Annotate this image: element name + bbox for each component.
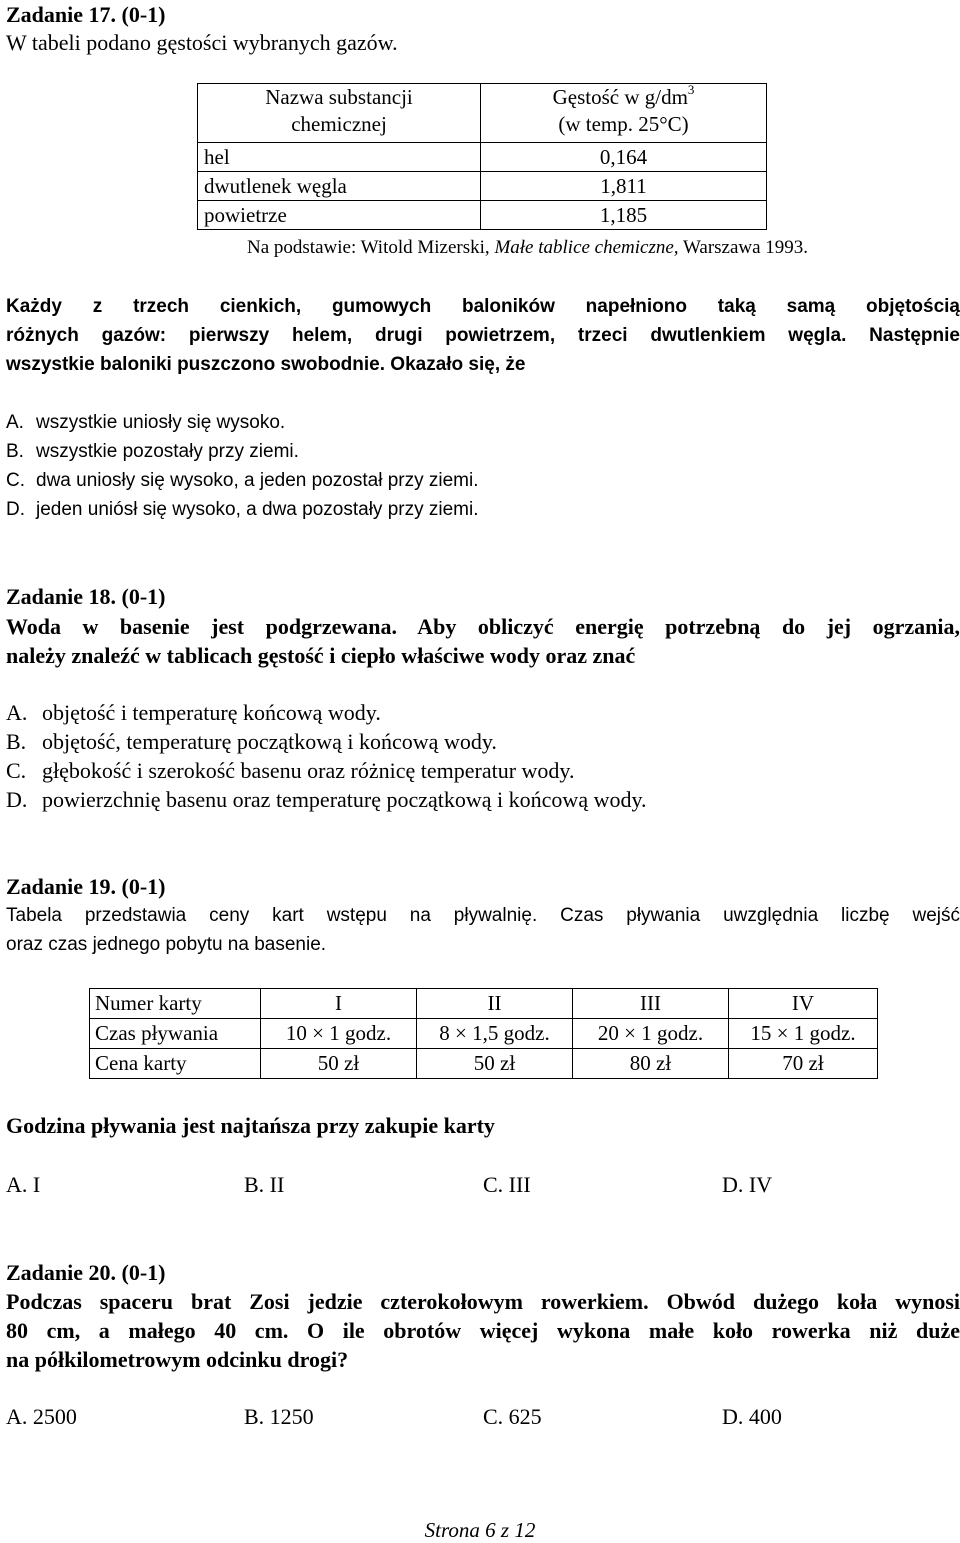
source-citation: Na podstawie: Witold Mizerski, Małe tablice chemiczne, Warszawa 1993. [247, 237, 809, 258]
card-number: II [417, 989, 573, 1019]
task17-question-line1: Każdy z trzech cienkich, gumowych baloników napełniono taką samą objętością [6, 296, 960, 317]
gas-density-table [197, 83, 767, 230]
task20-question-line3: na półkilometrowym odcinku drogi? [6, 1347, 349, 1372]
gas-name: hel [198, 143, 481, 172]
card-price: 70 zł [729, 1049, 878, 1079]
option-a: A. 2500 [6, 1404, 77, 1429]
option-d: D. 400 [722, 1404, 782, 1429]
card-number: III [573, 989, 729, 1019]
option-a: A. objętość i temperaturę końcową wody. [6, 700, 381, 725]
task20-question-line1: Podczas spaceru brat Zosi jedzie czterokołowym rowerkiem. Obwód dużego koła wynosi [6, 1289, 960, 1314]
task17-title: Zadanie 17. (0-1) [6, 2, 166, 27]
table-row [198, 143, 767, 172]
gas-name: powietrze [198, 201, 481, 230]
task19-options [6, 1170, 960, 1199]
gas-table-header-name [198, 84, 481, 143]
card-number: IV [729, 989, 878, 1019]
option-b: B. objętość, temperaturę początkową i końcową wody. [6, 729, 497, 754]
header-density-line2: (w temp. 25°C) [558, 112, 689, 136]
pool-card-table [89, 988, 878, 1079]
card-time: 10 × 1 godz. [261, 1019, 417, 1049]
option-a: A. I [6, 1172, 41, 1197]
header-density-line1: Gęstość w $g/dm^3$ [552, 82, 695, 109]
task19-question: Godzina pływania jest najtańsza przy zakupie karty [6, 1113, 495, 1138]
gas-density: 0,164 [481, 143, 767, 172]
task17-question-line2: różnych gazów: pierwszy helem, drugi powietrzem, trzeci dwutlenkiem węgla. Następnie [6, 325, 960, 346]
option-b: B. 1250 [244, 1404, 314, 1429]
option-c: C. III [483, 1172, 531, 1197]
card-time: 15 × 1 godz. [729, 1019, 878, 1049]
task17-intro: W tabeli podano gęstości wybranych gazów. [6, 30, 398, 55]
card-number: I [261, 989, 417, 1019]
card-price: 80 zł [573, 1049, 729, 1079]
option-d: D. IV [722, 1172, 773, 1197]
card-time: 20 × 1 godz. [573, 1019, 729, 1049]
task17-options [6, 408, 478, 524]
task17-question-line3: wszystkie baloniki puszczono swobodnie. Okazało się, że [6, 354, 526, 375]
row-label: Cena karty [90, 1049, 261, 1079]
option-b: B. wszystkie pozostały przy ziemi. [6, 441, 299, 462]
gas-name: dwutlenek węgla [198, 172, 481, 201]
option-c: C. głębokość i szerokość basenu oraz różnicę temperatur wody. [6, 758, 575, 783]
gas-density: 1,185 [481, 201, 767, 230]
option-d: D. jeden uniósł się wysoko, a dwa pozostały przy ziemi. [6, 499, 479, 520]
gas-density: 1,811 [481, 172, 767, 201]
card-price: 50 zł [261, 1049, 417, 1079]
table-row [198, 201, 767, 230]
option-d: D. powierzchnię basenu oraz temperaturę początkową i końcową wody. [6, 787, 647, 812]
task19-title: Zadanie 19. (0-1) [6, 874, 166, 899]
option-c: C. 625 [483, 1404, 542, 1429]
option-c: C. dwa uniosły się wysoko, a jeden pozostał przy ziemi. [6, 470, 479, 491]
task18-title: Zadanie 18. (0-1) [6, 584, 166, 609]
task20-options [6, 1402, 960, 1431]
option-a: A. wszystkie uniosły się wysoko. [6, 412, 286, 433]
card-price: 50 zł [417, 1049, 573, 1079]
header-name-line1: Nazwa substancji [265, 85, 413, 109]
row-label: Czas pływania [90, 1019, 261, 1049]
task18-options [6, 698, 647, 814]
table-row [90, 989, 878, 1019]
task20-question-line2: 80 cm, a małego 40 cm. O ile obrotów więcej wykona małe koło rowerka niż duże [6, 1318, 960, 1343]
task20-title: Zadanie 20. (0-1) [6, 1260, 166, 1285]
option-b: B. II [244, 1172, 285, 1197]
task18-question-line1: Woda w basenie jest podgrzewana. Aby obliczyć energię potrzebną do jej ogrzania, [6, 614, 960, 639]
row-label: Numer karty [90, 989, 261, 1019]
task18-question-line2: należy znaleźć w tablicach gęstość i ciepło właściwe wody oraz znać [6, 643, 636, 668]
table-row [90, 1049, 878, 1079]
header-name-line2: chemicznej [291, 112, 387, 136]
table-row [198, 172, 767, 201]
task19-intro-line1: Tabela przedstawia ceny kart wstępu na pływalnię. Czas pływania uwzględnia liczbę wejść [6, 905, 960, 926]
table-row [90, 1019, 878, 1049]
page-number: Strona 6 z 12 [424, 1518, 536, 1542]
task19-intro-line2: oraz czas jednego pobytu na basenie. [6, 934, 327, 955]
gas-table-header-density [481, 84, 767, 143]
card-time: 8 × 1,5 godz. [417, 1019, 573, 1049]
